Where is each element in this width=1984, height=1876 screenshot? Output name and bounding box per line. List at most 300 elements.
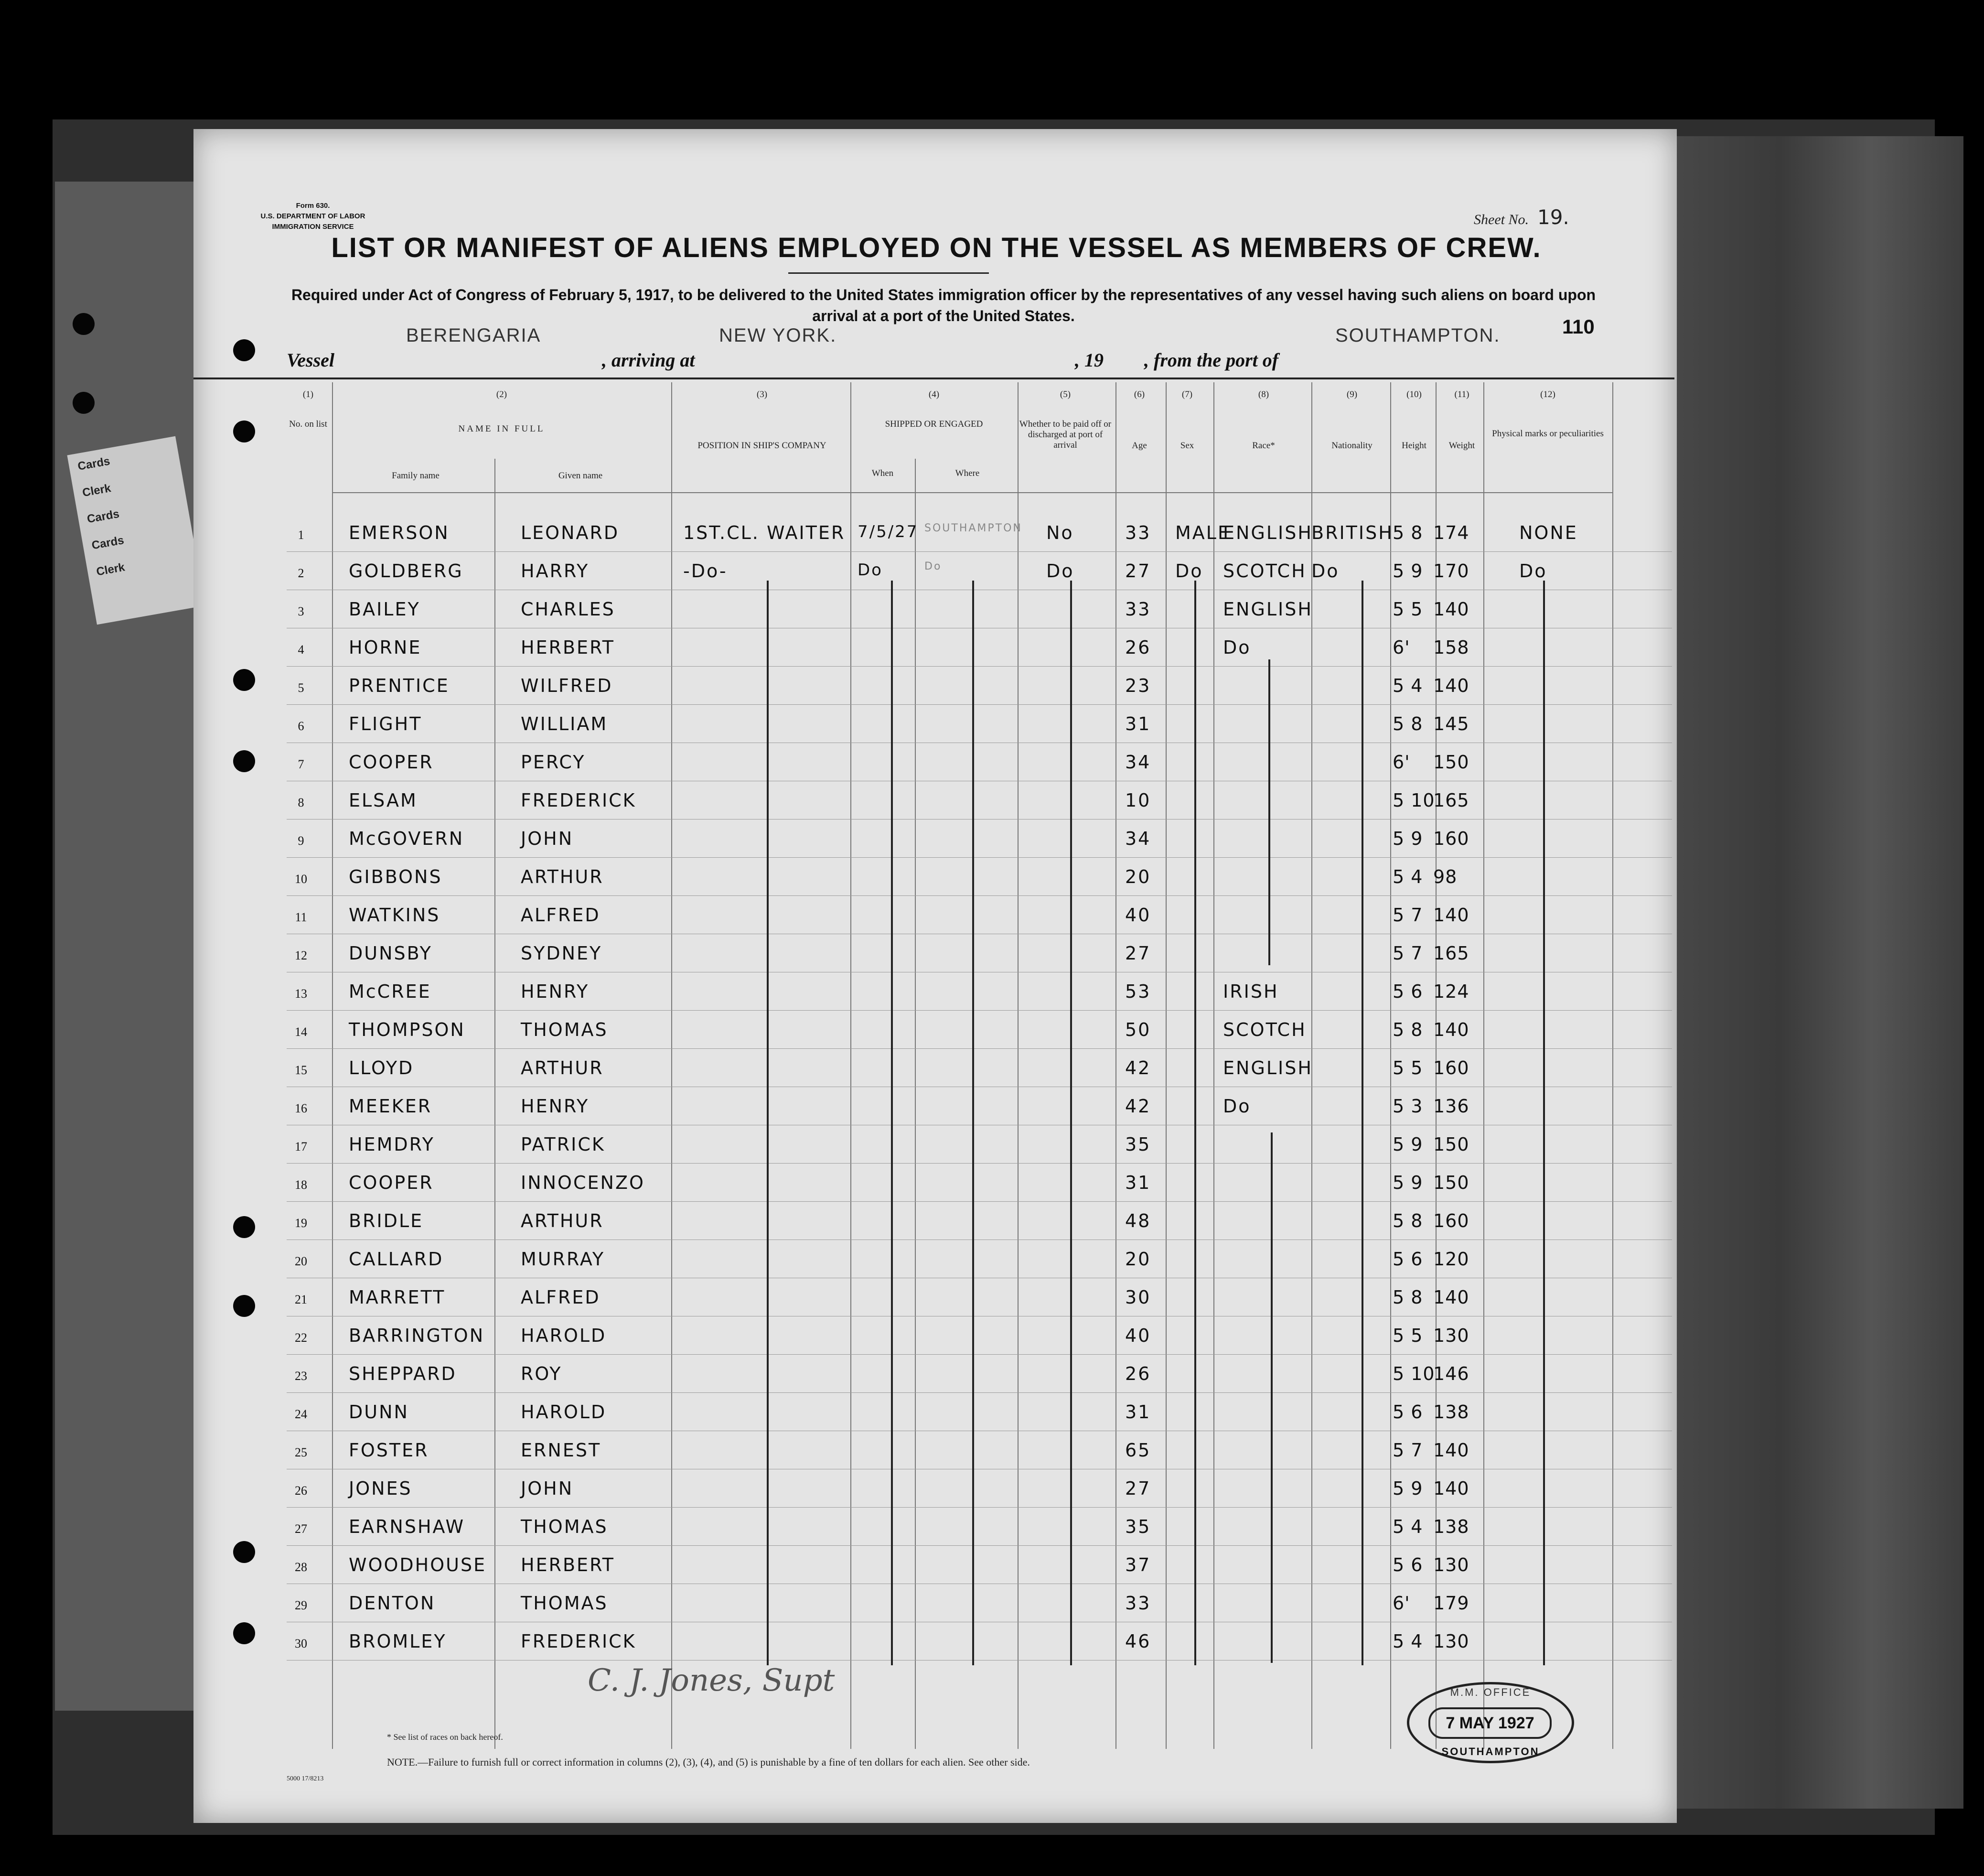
table-row (287, 781, 1672, 819)
race: ENGLISH (1223, 599, 1313, 620)
col-shipped-header (853, 389, 1015, 430)
punch-hole (233, 1295, 255, 1317)
row-number: 24 (295, 1407, 307, 1421)
height: 5 5 (1393, 599, 1423, 620)
physical-marks: Do (1519, 561, 1547, 582)
age: 35 (1125, 1516, 1151, 1537)
col-label: No. on list (289, 419, 327, 429)
table-row (287, 1125, 1672, 1164)
age: 48 (1125, 1210, 1151, 1231)
page-title: LIST OR MANIFEST OF ALIENS EMPLOYED ON THE VESSEL AS MEMBERS OF CREW. (331, 232, 1542, 263)
age: 33 (1125, 599, 1151, 620)
col-height-header (1393, 389, 1436, 451)
given-name: ARTHUR (521, 866, 604, 887)
weight: 160 (1433, 1057, 1469, 1078)
given-name: ROY (521, 1363, 562, 1384)
family-name: MEEKER (349, 1096, 432, 1117)
col-weight-header (1438, 389, 1486, 451)
given-name: ALFRED (521, 1287, 601, 1308)
age: 20 (1125, 866, 1151, 887)
row-number: 26 (295, 1484, 307, 1498)
family-name: HEMDRY (349, 1134, 435, 1155)
family-name: WOODHOUSE (349, 1554, 487, 1575)
height: 5 10 (1393, 1363, 1435, 1384)
table-row (287, 628, 1672, 667)
age: 53 (1125, 981, 1151, 1002)
height: 5 8 (1393, 713, 1423, 734)
row-number: 11 (295, 910, 307, 924)
row-number: 5 (298, 681, 304, 695)
given-name: PATRICK (521, 1134, 605, 1155)
age: 31 (1125, 1402, 1151, 1423)
given-name: JOHN (521, 828, 574, 849)
row-number: 22 (295, 1331, 307, 1345)
col-nationality-header (1314, 389, 1390, 451)
row-number: 27 (295, 1522, 307, 1536)
given-name: ARTHUR (521, 1057, 604, 1078)
weight: 130 (1433, 1325, 1469, 1346)
given-name: HENRY (521, 1096, 590, 1117)
col-label: Weight (1448, 441, 1475, 451)
vessel-label: Vessel (287, 349, 334, 371)
weight: 140 (1433, 599, 1469, 620)
row-number: 18 (295, 1178, 307, 1192)
age: 40 (1125, 1325, 1151, 1346)
punch-hole (233, 1541, 255, 1563)
given-name: HAROLD (521, 1402, 607, 1423)
table-row (287, 1202, 1672, 1240)
position: -Do- (683, 561, 728, 582)
weight: 174 (1433, 522, 1469, 543)
col-when-header: When (871, 468, 894, 478)
punch-hole (233, 420, 255, 442)
height: 5 8 (1393, 522, 1423, 543)
family-name: THOMPSON (349, 1019, 465, 1040)
weight: 138 (1433, 1402, 1469, 1423)
punch-hole (233, 1622, 255, 1644)
height: 5 9 (1393, 561, 1423, 582)
ditto-line (1194, 581, 1196, 1665)
ditto-line (767, 581, 769, 1665)
table-row (287, 514, 1672, 552)
weight: 150 (1433, 1134, 1469, 1155)
height: 5 9 (1393, 828, 1423, 849)
family-name: LLOYD (349, 1057, 414, 1078)
given-name: HERBERT (521, 637, 615, 658)
row-number: 23 (295, 1369, 307, 1383)
age: 37 (1125, 1554, 1151, 1575)
weight: 165 (1433, 943, 1469, 964)
col-index: (9) (1346, 389, 1358, 399)
col-index: (7) (1181, 389, 1193, 399)
weight: 130 (1433, 1554, 1469, 1575)
row-number: 17 (295, 1140, 307, 1154)
table-row (287, 1508, 1672, 1546)
given-name: SYDNEY (521, 943, 602, 964)
side-card-line: Cards (90, 534, 125, 552)
footnote-races: * See list of races on back hereof. (387, 1732, 503, 1742)
family-name: DUNSBY (349, 943, 432, 964)
weight: 138 (1433, 1516, 1469, 1537)
family-name: McCREE (349, 981, 431, 1002)
family-name: BRIDLE (349, 1210, 424, 1231)
row-number: 15 (295, 1063, 307, 1077)
weight: 140 (1433, 905, 1469, 926)
punch-hole (73, 392, 95, 414)
age: 26 (1125, 637, 1151, 658)
family-name: HORNE (349, 637, 422, 658)
age: 27 (1125, 943, 1151, 964)
height: 5 6 (1393, 981, 1423, 1002)
table-row (287, 1355, 1672, 1393)
given-name: FREDERICK (521, 790, 636, 811)
given-name: HERBERT (521, 1554, 615, 1575)
height: 5 7 (1393, 943, 1423, 964)
weight: 170 (1433, 561, 1469, 582)
col-label: Physical marks or peculiarities (1492, 429, 1604, 439)
form-id-block (234, 201, 392, 232)
age: 10 (1125, 790, 1151, 811)
col-index: (5) (1060, 389, 1071, 399)
weight: 165 (1433, 790, 1469, 811)
height: 5 7 (1393, 905, 1423, 926)
family-name: GOLDBERG (349, 561, 463, 582)
age: 31 (1125, 713, 1151, 734)
height: 5 6 (1393, 1554, 1423, 1575)
height: 5 8 (1393, 1287, 1423, 1308)
table-row (287, 1049, 1672, 1087)
row-number: 7 (298, 757, 304, 771)
weight: 146 (1433, 1363, 1469, 1384)
row-number: 25 (295, 1445, 307, 1459)
ditto-line (1543, 581, 1545, 1665)
department-label: U.S. DEPARTMENT OF LABOR (260, 212, 365, 220)
row-number: 2 (298, 566, 304, 580)
punch-hole (233, 669, 255, 691)
weight: 120 (1433, 1249, 1469, 1270)
table-row (287, 1431, 1672, 1469)
table-row (287, 1316, 1672, 1355)
side-card-line: Cards (86, 507, 120, 526)
punch-hole (73, 313, 95, 335)
table-row (287, 552, 1672, 590)
race: Do (1223, 1096, 1251, 1117)
row-number: 1 (298, 528, 304, 542)
table-row (287, 819, 1672, 858)
punch-hole (233, 750, 255, 772)
page-number: 110 (1562, 315, 1595, 338)
age: 46 (1125, 1631, 1151, 1652)
given-name: HAROLD (521, 1325, 607, 1346)
given-name: THOMAS (521, 1593, 608, 1614)
age: 65 (1125, 1440, 1151, 1461)
family-name: COOPER (349, 1172, 434, 1193)
sex: MALE (1175, 522, 1231, 543)
weight: 150 (1433, 1172, 1469, 1193)
sheet-value: 19. (1537, 205, 1569, 229)
sheet-label: Sheet No. (1474, 212, 1529, 227)
col-index: (3) (756, 389, 768, 399)
shipped-when: 7/5/27 (858, 522, 919, 541)
weight: 140 (1433, 675, 1469, 696)
row-number: 29 (295, 1598, 307, 1612)
family-name: PRENTICE (349, 675, 450, 696)
arrival-port: NEW YORK. (719, 325, 837, 346)
height: 5 8 (1393, 1210, 1423, 1231)
row-number: 6 (298, 719, 304, 733)
age: 20 (1125, 1249, 1151, 1270)
weight: 158 (1433, 637, 1469, 658)
col-position-header (674, 389, 850, 451)
race: SCOTCH (1223, 1019, 1307, 1040)
row-number: 4 (298, 643, 304, 657)
row-number: 9 (298, 834, 304, 848)
col-label: Nationality (1331, 441, 1373, 451)
col-family-header: Family name (392, 471, 440, 481)
height: 5 9 (1393, 1172, 1423, 1193)
row-number: 14 (295, 1025, 307, 1039)
weight: 160 (1433, 828, 1469, 849)
form-number: Form 630. (296, 202, 330, 210)
given-name: PERCY (521, 752, 586, 773)
weight: 136 (1433, 1096, 1469, 1117)
family-name: EMERSON (349, 522, 450, 543)
col-index: (4) (928, 389, 940, 399)
age: 31 (1125, 1172, 1151, 1193)
ditto-line (1362, 581, 1363, 1665)
punch-hole (233, 1216, 255, 1238)
row-number: 16 (295, 1101, 307, 1115)
table-top-rule (193, 377, 1674, 379)
given-name: LEONARD (521, 522, 620, 543)
col-paid-header (1018, 389, 1113, 451)
height: 5 9 (1393, 1478, 1423, 1499)
vessel-name: BERENGARIA (406, 325, 541, 346)
height: 6' (1393, 752, 1410, 773)
col-index: (2) (496, 389, 507, 399)
row-number: 30 (295, 1637, 307, 1650)
table-row (287, 1584, 1672, 1622)
race: ENGLISH (1223, 1057, 1313, 1078)
weight: 140 (1433, 1287, 1469, 1308)
side-card-line: Cards (76, 454, 111, 473)
col-given-header: Given name (558, 471, 603, 481)
signature: C. J. Jones, Supt (588, 1663, 835, 1698)
punch-hole (233, 339, 255, 361)
table-row (287, 667, 1672, 705)
weight: 140 (1433, 1478, 1469, 1499)
col-index: (6) (1134, 389, 1145, 399)
sex: Do (1175, 561, 1203, 582)
age: 27 (1125, 561, 1151, 582)
height: 5 5 (1393, 1057, 1423, 1078)
family-name: DUNN (349, 1402, 409, 1423)
stamp-date: 7 MAY 1927 (1428, 1707, 1552, 1739)
race: Do (1223, 637, 1251, 658)
col-where-header: Where (955, 468, 980, 478)
row-number: 21 (295, 1293, 307, 1306)
right-stub (1658, 136, 1963, 1809)
age: 35 (1125, 1134, 1151, 1155)
table-row (287, 1469, 1672, 1508)
col-label: SHIPPED OR ENGAGED (885, 419, 983, 429)
weight: 145 (1433, 713, 1469, 734)
side-card-line: Clerk (95, 561, 126, 579)
given-name: WILFRED (521, 675, 613, 696)
row-number: 13 (295, 987, 307, 1001)
stamp-office: M.M. OFFICE (1450, 1686, 1531, 1698)
given-name: ERNEST (521, 1440, 601, 1461)
given-name: HENRY (521, 981, 590, 1002)
row-number: 8 (298, 796, 304, 809)
race: ENGLISH (1223, 522, 1313, 543)
given-name: HARRY (521, 561, 590, 582)
family-name: EARNSHAW (349, 1516, 465, 1537)
table-row (287, 858, 1672, 896)
weight: 140 (1433, 1440, 1469, 1461)
height: 5 5 (1393, 1325, 1423, 1346)
weight: 160 (1433, 1210, 1469, 1231)
given-name: THOMAS (521, 1019, 608, 1040)
height: 5 10 (1393, 790, 1435, 811)
page-subtitle: Required under Act of Congress of February 5, 1917, to be delivered to the United States immigration officer by the representatives of any vessel having such aliens on board upon arrival at a port of the United States. (291, 286, 1596, 324)
physical-marks: NONE (1519, 522, 1578, 543)
family-name: ELSAM (349, 790, 418, 811)
age: 42 (1125, 1096, 1151, 1117)
col-label: Race* (1252, 441, 1275, 451)
age: 26 (1125, 1363, 1151, 1384)
given-name: MURRAY (521, 1249, 605, 1270)
height: 6' (1393, 637, 1410, 658)
nationality: Do (1311, 561, 1340, 582)
family-name: GIBBONS (349, 866, 442, 887)
year-label: , 19 (1075, 349, 1104, 371)
table-row (287, 1393, 1672, 1431)
given-name: WILLIAM (521, 713, 608, 734)
col-marks-header (1486, 389, 1610, 439)
ditto-line (972, 581, 974, 1665)
ditto-line (1271, 1132, 1273, 1663)
col-race-header (1216, 389, 1311, 451)
family-name: DENTON (349, 1593, 436, 1614)
table-row (287, 705, 1672, 743)
family-name: JONES (349, 1478, 412, 1499)
given-name: INNOCENZO (521, 1172, 645, 1193)
weight: 130 (1433, 1631, 1469, 1652)
family-name: MARRETT (349, 1287, 446, 1308)
col-sex-header (1166, 389, 1209, 451)
table-row (287, 743, 1672, 781)
given-name: ARTHUR (521, 1210, 604, 1231)
weight: 150 (1433, 752, 1469, 773)
row-number: 20 (295, 1254, 307, 1268)
table-row (287, 1278, 1672, 1316)
paid-off: No (1046, 522, 1074, 543)
vessel-line (287, 315, 1615, 371)
height: 5 7 (1393, 1440, 1423, 1461)
age: 42 (1125, 1057, 1151, 1078)
service-label: IMMIGRATION SERVICE (272, 223, 354, 231)
footnote-penalty: NOTE.—Failure to furnish full or correct information in columns (2), (3), (4), and (5) is punishable by a fine of ten dollars for each alien. See other side. (387, 1756, 1030, 1768)
col-label: Height (1402, 441, 1426, 451)
height: 5 3 (1393, 1096, 1423, 1117)
given-name: JOHN (521, 1478, 574, 1499)
family-name: FOSTER (349, 1440, 429, 1461)
paid-off: Do (1046, 561, 1074, 582)
from-port-label: , from the port of (1144, 349, 1279, 371)
height: 5 4 (1393, 675, 1423, 696)
ditto-line (1268, 659, 1270, 965)
position: 1ST.CL. WAITER (683, 522, 846, 543)
table-row (287, 1164, 1672, 1202)
row-number: 3 (298, 604, 304, 618)
age: 27 (1125, 1478, 1151, 1499)
col-label: POSITION IN SHIP'S COMPANY (697, 441, 826, 451)
ditto-line (1070, 581, 1072, 1665)
col-label: Age (1132, 441, 1147, 451)
age: 33 (1125, 1593, 1151, 1614)
family-name: BAILEY (349, 599, 420, 620)
col-index: (1) (302, 389, 314, 399)
weight: 98 (1433, 866, 1458, 887)
stamp-port: SOUTHAMPTON (1441, 1746, 1540, 1757)
age: 23 (1125, 675, 1151, 696)
table-row (287, 934, 1672, 972)
col-label: NAME IN FULL (458, 424, 545, 434)
departure-port: SOUTHAMPTON. (1335, 325, 1501, 346)
given-name: FREDERICK (521, 1631, 636, 1652)
weight: 124 (1433, 981, 1469, 1002)
height: 5 6 (1393, 1249, 1423, 1270)
side-card-line: Clerk (81, 482, 112, 500)
header-rule (332, 492, 1612, 493)
age: 34 (1125, 828, 1151, 849)
table-row (287, 1240, 1672, 1278)
family-name: SHEPPARD (349, 1363, 457, 1384)
height: 5 4 (1393, 1516, 1423, 1537)
col-name-header (334, 389, 669, 434)
weight: 140 (1433, 1019, 1469, 1040)
shipped-when: Do (858, 561, 883, 580)
height: 5 4 (1393, 866, 1423, 887)
col-index: (11) (1454, 389, 1469, 399)
row-number: 10 (295, 872, 307, 886)
family-name: BARRINGTON (349, 1325, 485, 1346)
col-age-header (1115, 389, 1163, 451)
family-name: McGOVERN (349, 828, 464, 849)
arriving-label: , arriving at (602, 349, 695, 371)
ditto-line (891, 581, 893, 1665)
race: IRISH (1223, 981, 1279, 1002)
title-rule (788, 272, 989, 274)
table-row (287, 590, 1672, 628)
height: 6' (1393, 1593, 1410, 1614)
table-row (287, 972, 1672, 1011)
col-index: (8) (1258, 389, 1269, 399)
table-row (287, 896, 1672, 934)
family-name: CALLARD (349, 1249, 444, 1270)
age: 33 (1125, 522, 1151, 543)
family-name: WATKINS (349, 905, 440, 926)
col-label: Sex (1180, 441, 1194, 451)
age: 50 (1125, 1019, 1151, 1040)
table-row (287, 1622, 1672, 1660)
nationality: BRITISH (1311, 522, 1394, 543)
given-name: THOMAS (521, 1516, 608, 1537)
height: 5 9 (1393, 1134, 1423, 1155)
shipped-where: Do (924, 561, 942, 572)
given-name: ALFRED (521, 905, 601, 926)
